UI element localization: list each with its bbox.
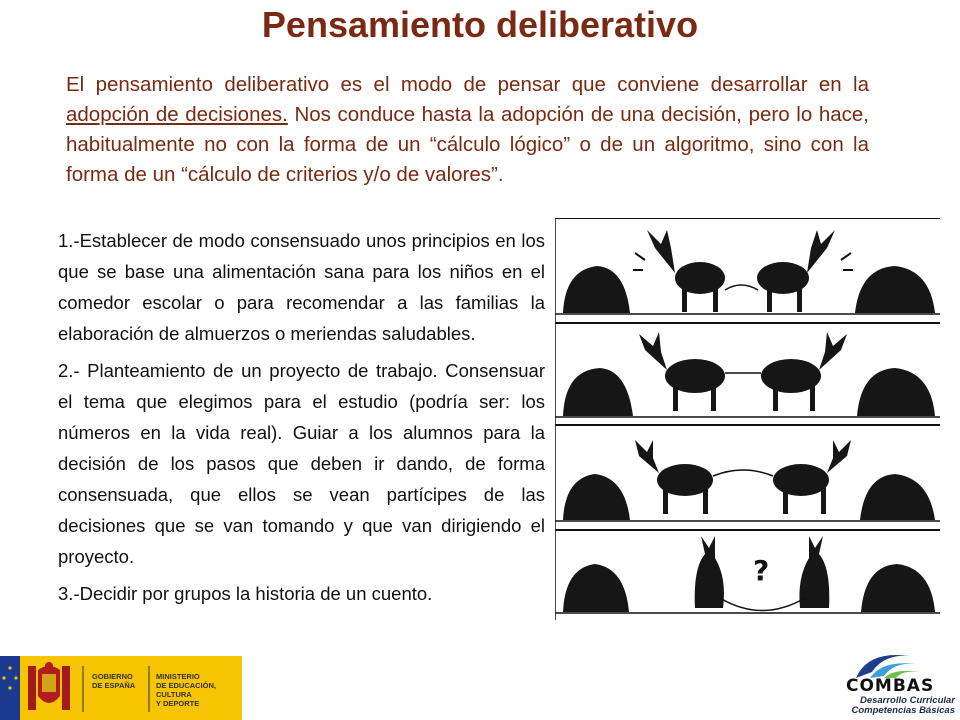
list-item: 1.-Establecer de modo consensuado unos principios en los que se base una alimentación sana para los niños en el comedor escolar o para recomendar a las familias la elaboración de almuerzos o meriendas saludables. — [58, 230, 545, 344]
slide-title: Pensamiento deliberativo — [261, 4, 699, 45]
intro-text-part1: El pensamiento deliberativo es el modo de pensar que conviene desarrollar en la — [66, 73, 869, 96]
gov-line-2: DE ESPAÑA — [92, 681, 136, 690]
intro-text-part2: Nos conduce hasta la adopción de una decisión, pero lo hace, habitualmente no con la forma de un “cálculo lógico” o de un algoritmo, sino con la forma de un “cálculo de criterios y/o de valores”. — [66, 103, 869, 186]
coat-of-arms-icon — [28, 662, 70, 710]
gov-line-1: GOBIERNO — [92, 672, 133, 681]
ministry-line-1: MINISTERIO — [156, 672, 200, 681]
intro-underlined-phrase: adopción de decisiones. — [66, 103, 288, 126]
combas-subtitle — [840, 696, 955, 716]
combas-subtitle-line-2: Competencias Básicas — [851, 705, 955, 716]
question-mark: ? — [753, 554, 770, 587]
intro-paragraph — [66, 70, 869, 190]
ministry-line-3: Y DEPORTE — [156, 699, 200, 708]
combas-logo — [818, 648, 960, 720]
list-item: 3.-Decidir por grupos la historia de un cuento. — [58, 583, 433, 604]
cooperating-donkeys-illustration — [555, 218, 940, 620]
combas-wordmark: COMBAS — [846, 676, 935, 696]
ministry-line-2: DE EDUCACIÓN, CULTURA — [156, 681, 217, 699]
examples-list — [58, 225, 545, 615]
combas-subtitle-line-1: Desarrollo Curricular — [859, 695, 955, 706]
list-item: 2.- Planteamiento de un proyecto de trabajo. Consensuar el tema que elegimos para el estudio (podría ser: los números en la vida real). Guiar a los alumnos para la decisión de los pasos que deben ir dando, de forma consensuada, que ellos se vean partícipes de las decisiones que se van tomando y que van dirigiendo el proyecto. — [58, 360, 545, 567]
government-logo — [0, 656, 242, 720]
combas-swirl-icon — [856, 655, 920, 678]
